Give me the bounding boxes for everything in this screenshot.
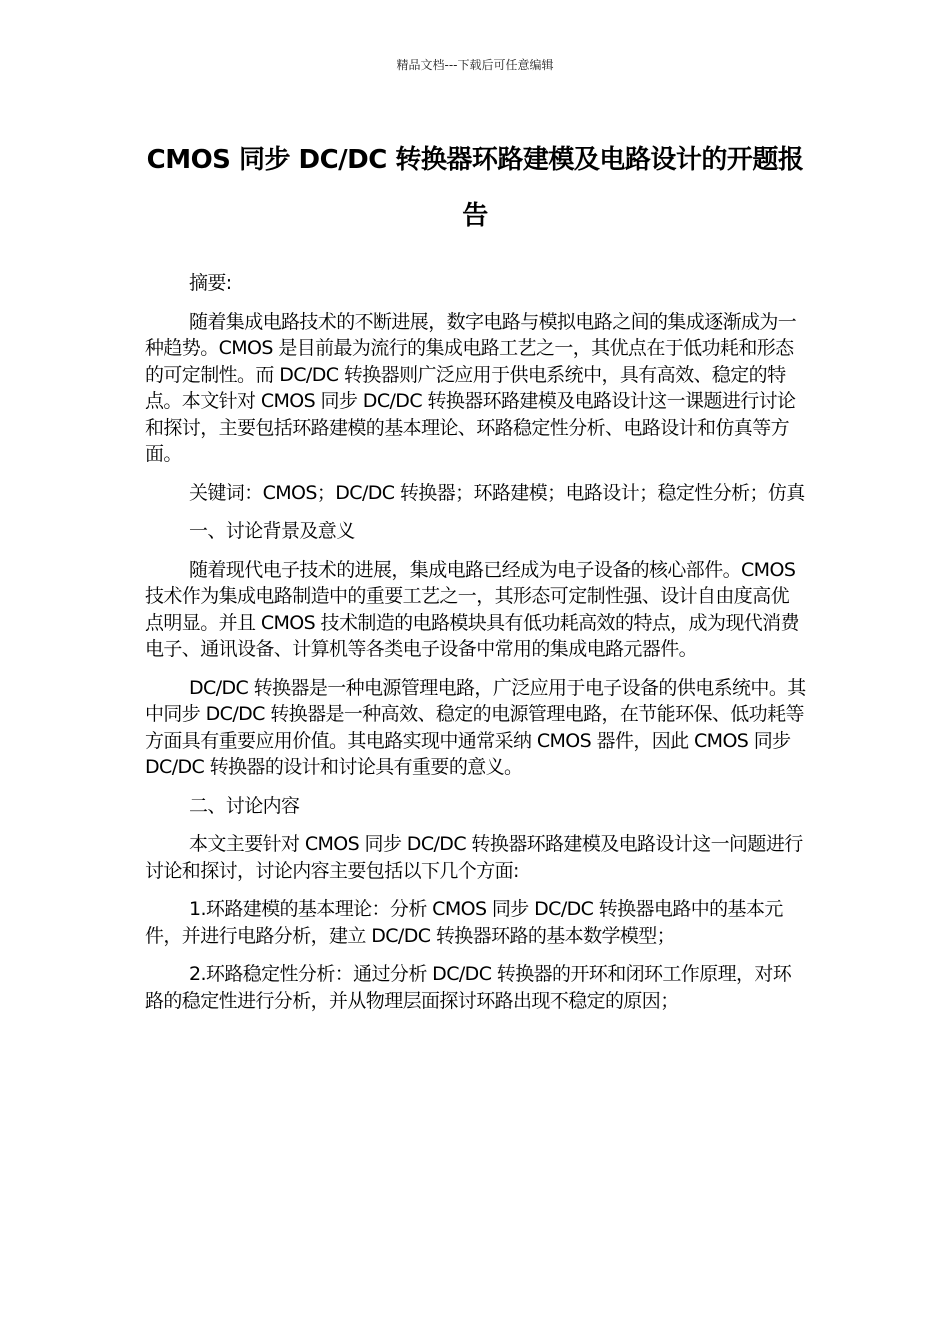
abstract-paragraph: 随着集成电路技术的不断进展，数字电路与模拟电路之间的集成逐渐成为一种趋势。CMOS 是目前最为流行的集成电路工艺之一，其优点在于低功耗和形态的可定制性。而 DC/DC 转换器则广泛应用于供电系统中，具有高效、稳定的特点。本文针对 CMOS 同步 DC/DC 转换器环路建模及电路设计这一课题进行讨论和探讨，主要包括环路建模的基本理论、环路稳定性分析、电路设计和仿真等方面。 [145, 310, 797, 465]
document-body [145, 270, 807, 1026]
list-item-1: 1.环路建模的基本理论：分析 CMOS 同步 DC/DC 转换器电路中的基本元件，并进行电路分析，建立 DC/DC 转换器环路的基本数学模型； [145, 898, 783, 947]
abstract-label: 摘要: [189, 272, 232, 294]
section-2-intro: 本文主要针对 CMOS 同步 DC/DC 转换器环路建模及电路设计这一问题进行讨论和探讨，讨论内容主要包括以下几个方面: [145, 833, 803, 882]
page-header-note: 精品文档---下载后可任意编辑 [396, 58, 554, 72]
keywords-paragraph: 关键词：CMOS；DC/DC 转换器；环路建模；电路设计；稳定性分析；仿真 [189, 481, 805, 504]
section-2-heading: 二、讨论内容 [189, 794, 300, 817]
list-item-2: 2.环路稳定性分析：通过分析 DC/DC 转换器的开环和闭环工作原理，对环路的稳定性进行分析，并从物理层面探讨环路出现不稳定的原因； [145, 963, 792, 1012]
section-1-heading: 一、讨论背景及意义 [189, 520, 355, 542]
section-1-paragraph-1: 随着现代电子技术的进展，集成电路已经成为电子设备的核心部件。CMOS 技术作为集成电路制造中的重要工艺之一，其形态可定制性强、设计自由度高优点明显。并且 CMOS 技术制造的电路模块具有低功耗高效的特点，成为现代消费电子、通讯设备、计算机等各类电子设备中常用的集成电路元器件。 [145, 558, 799, 660]
section-1-paragraph-2: DC/DC 转换器是一种电源管理电路，广泛应用于电子设备的供电系统中。其中同步 DC/DC 转换器是一种高效、稳定的电源管理电路，在节能环保、低功耗等方面具有重要应用价值。其电路实现中通常采纳 CMOS 器件，因此 CMOS 同步 DC/DC 转换器的设计和讨论具有重要的意义。 [145, 676, 806, 778]
document-title: CMOS 同步 DC/DC 转换器环路建模及电路设计的开题报告 [146, 145, 804, 231]
